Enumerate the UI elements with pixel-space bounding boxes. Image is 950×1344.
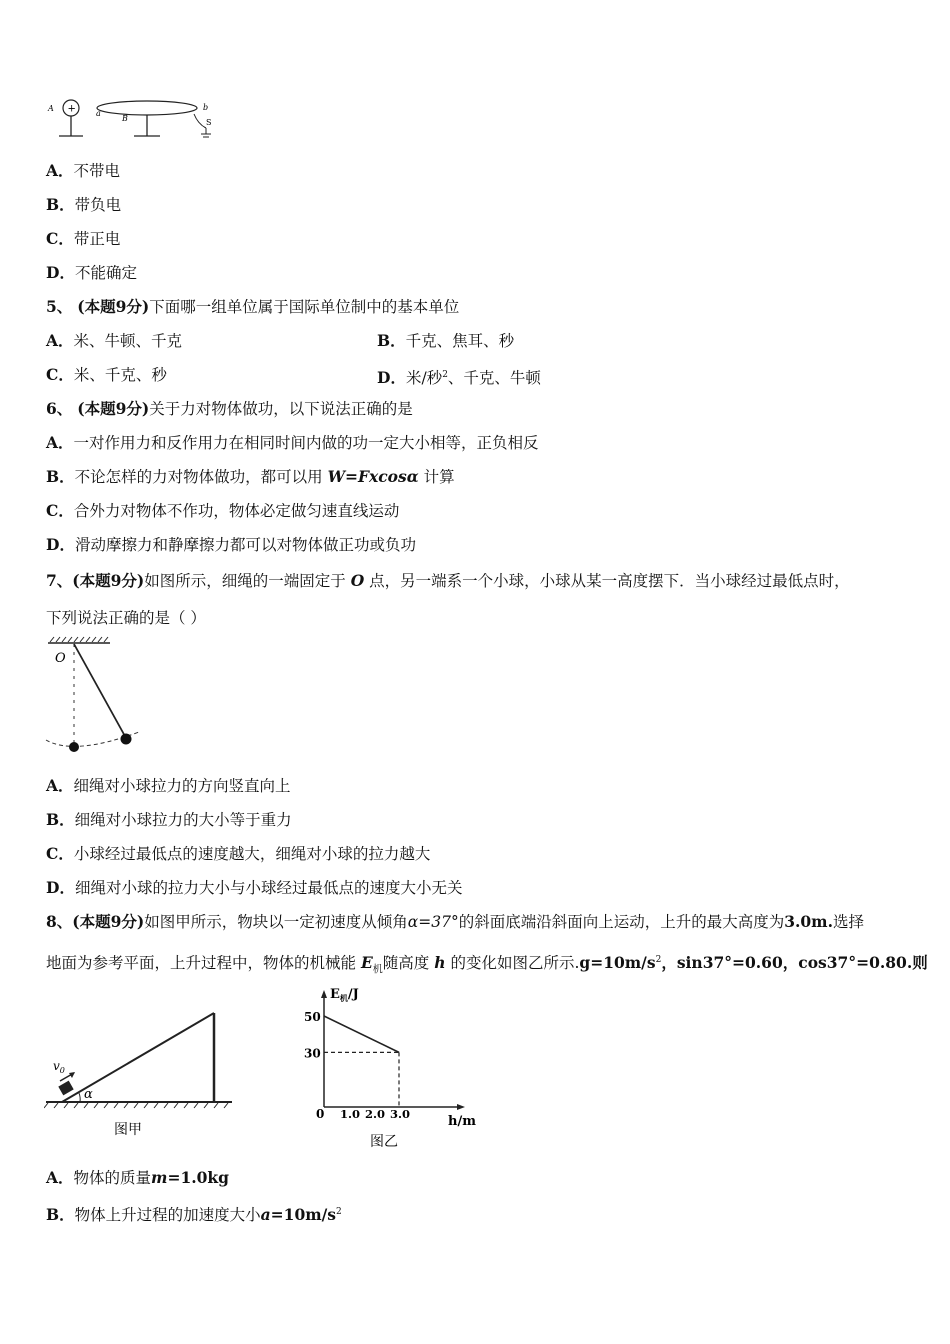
label-alpha: α [84,1087,93,1102]
option-text: 米、千克、秒 [73,366,167,384]
question-text: 如图所示，细绳的一端固定于 [144,572,346,590]
q7-stem [46,571,850,591]
option-text: 一对作用力和反作用力在相同时间内做的功一定大小相等，正负相反 [73,434,539,452]
option-key: B． [377,331,406,350]
option-text: 细绳对小球的拉力大小与小球经过最低点的速度大小无关 [74,879,463,897]
ball [121,734,132,745]
q6-option-c [46,501,399,521]
option-key: C． [46,229,74,248]
question-text: 如图甲所示，物块以一定初速度从倾角 [144,913,408,931]
option-key: C． [46,844,74,863]
option-key: A． [46,776,74,795]
question-score: (本题9分) [72,912,145,931]
option-text: 合外力对物体不作功，物体必定做匀速直线运动 [73,502,400,520]
option-text: =1.0kg [167,1168,229,1187]
formula: W=Fxcosα [327,467,419,486]
option-key: C． [46,365,74,384]
option-text: 不论怎样的力对物体做功，都可以用 [74,468,323,486]
ceiling-hatch [50,637,108,642]
question-text: 选择 [832,913,864,931]
x-axis-arrowhead [457,1104,465,1110]
y-label-unit: /J [347,987,359,1002]
label-S: S [206,118,212,127]
question-text: 下列说法正确的是（ ） [46,609,206,627]
option-text: 计算 [423,468,455,486]
q5-option-c [46,365,167,385]
q8-stem [46,912,864,932]
option-text: 细绳对小球拉力的方向竖直向上 [73,777,291,795]
height-symbol: h [434,953,446,973]
q7-option-b [46,810,292,830]
option-key: A． [46,331,74,350]
pendulum-figure [44,636,144,756]
option-key: B． [46,467,75,486]
option-text: 小球经过最低点的速度越大，细绳对小球的拉力越大 [73,845,431,863]
option-text: 带正电 [73,230,121,248]
y-label-symbol: E [330,987,340,1002]
q6-option-b [46,467,455,487]
option-text: 、千克、牛顿 [447,369,541,388]
option-key: C． [46,501,74,520]
energy-height-chart [300,982,490,1152]
ground-hatch [44,1103,228,1108]
question-score: (本题9分) [77,297,150,316]
subscript: 机 [372,964,383,976]
option-text: 物体的质量 [73,1169,152,1187]
question-score: (本题9分) [72,571,145,590]
y-axis-arrowhead [321,990,327,998]
question-text: 地面为参考平面，上升过程中，物体的机械能 [46,954,357,973]
point-O: O [350,571,365,590]
q5-stem [46,297,459,317]
y-tick-label: 50 [304,1010,321,1024]
angle-value: α=37° [407,913,459,931]
q7-stem-line2 [46,608,206,628]
height-value: 3.0m. [784,912,833,931]
option-text: 米、牛顿、千克 [73,332,183,350]
x-axis-label: h/m [448,1114,476,1129]
option-text: 不能确定 [74,264,137,282]
question-number: 8、 [46,912,73,931]
block [58,1081,73,1096]
option-key: D． [377,368,406,388]
superscript: 2 [336,1207,342,1217]
superscript: 2 [442,370,448,380]
label-A: A [48,104,54,113]
q5-option-a [46,331,182,351]
q4-option-a [46,161,120,181]
charged-sphere-figure [46,96,221,142]
variable: a [260,1205,271,1225]
question-text: 的变化如图乙所示. [450,954,580,973]
option-text: =10m/s [270,1205,337,1225]
question-text: 随高度 [382,954,430,973]
question-text: ，sin37°=0.60，cos37°=0.80.则 [661,953,928,973]
angle-arc [79,1093,80,1102]
incline-figure [44,1005,244,1145]
q4-option-c [46,229,120,249]
q6-option-a [46,433,539,453]
q5-option-b [377,331,514,351]
label-B: B [122,114,128,123]
question-text: 下面哪一组单位属于国际单位制中的基本单位 [149,298,460,316]
label-v0 [53,1059,65,1075]
q7-option-c [46,844,430,864]
question-number: 7、 [46,571,73,590]
q5-option-d [377,365,541,388]
question-number: 5、 [46,297,73,316]
y-tick-label: 30 [304,1046,321,1061]
x-tick-label: 2.0 [365,1107,386,1121]
option-key: A． [46,433,74,452]
option-text: 滑动摩擦力和静摩擦力都可以对物体做正功或负功 [74,536,416,554]
x-tick-label: 1.0 [340,1107,361,1121]
option-text: 不带电 [73,162,121,180]
string [74,644,126,738]
chart-marks [304,1010,410,1121]
question-number: 6、 [46,399,73,418]
caption-yi: 图乙 [370,1134,398,1150]
q7-option-d [46,878,462,898]
question-text: 关于力对物体做功，以下说法正确的是 [149,400,413,418]
q6-option-d [46,535,416,555]
wire-S [194,114,206,128]
gravity-value: g=10m/s [579,953,656,973]
option-key: D． [46,878,75,897]
y-label-subscript: 机 [339,993,348,1003]
question-score: (本题9分) [77,399,150,418]
option-text: 千克、焦耳、秒 [405,332,515,350]
plus-sign: + [67,103,76,115]
superscript: 2 [655,955,662,965]
x-tick-label: 3.0 [390,1107,411,1121]
option-key: B． [46,1205,75,1225]
y-axis-label [330,987,359,1003]
label-b: b [203,103,209,112]
option-key: D． [46,263,75,282]
origin-label: 0 [316,1107,325,1121]
v-symbol: v [53,1059,60,1073]
subscript: 0 [59,1066,65,1075]
q6-stem [46,399,413,419]
option-key: A． [46,161,74,180]
option-key: A． [46,1168,74,1187]
energy-symbol: E [360,953,373,973]
option-text: 物体上升过程的加速度大小 [74,1206,261,1225]
conductor-B [97,101,197,115]
question-text: 的斜面底端沿斜面向上运动，上升的最大高度为 [458,913,785,931]
option-text: 带负电 [74,196,122,214]
q8-stem-line2 [46,950,928,980]
q8-option-a [46,1168,229,1188]
q4-option-d [46,263,137,283]
option-text: 细绳对小球拉力的大小等于重力 [74,811,292,829]
option-key: B． [46,195,75,214]
option-key: D． [46,535,75,554]
variable: m [151,1168,168,1187]
energy-line [324,1016,399,1052]
q7-option-a [46,776,291,796]
option-text: 米/秒 [405,369,443,388]
q8-option-b [46,1202,342,1225]
option-key: B． [46,810,75,829]
label-a: a [96,109,101,118]
ball-lowest [69,742,79,752]
label-O: O [55,651,66,666]
caption-jia: 图甲 [114,1122,142,1138]
question-text: 点，另一端系一个小球，小球从某一高度摆下．当小球经过最低点时， [369,572,850,590]
q4-option-b [46,195,121,215]
